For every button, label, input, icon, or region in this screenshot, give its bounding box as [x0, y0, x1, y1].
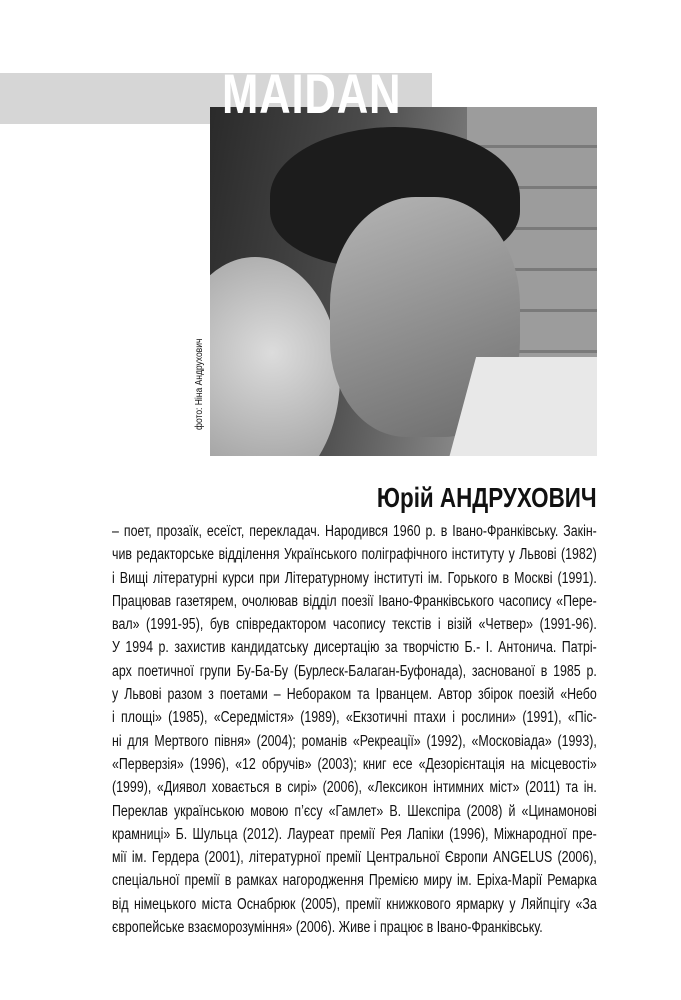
- author-photo: [210, 107, 597, 456]
- biography-text: [112, 520, 597, 939]
- text-line: спеціальної премії в рамках нагородження Премією миру ім. Еріха-Марії Ремарка: [112, 872, 597, 890]
- text-line: від німецького міста Оснабрюк (2005), премії книжкового ярмарку у Ляйпцігу «За: [112, 895, 597, 913]
- text-line: вал» (1991-95), був співредактором часопису текстів і візій «Четвер» (1991-96).: [112, 616, 597, 634]
- text-line: мії ім. Гердера (2001), літературної премії Центральної Європи ANGELUS (2006),: [112, 849, 597, 867]
- text-line: крамниці» Б. Шульца (2012). Лауреат премії Рея Лапіки (1996), Міжнародної пре-: [112, 825, 597, 843]
- text-line: і площі» (1985), «Середмістя» (1989), «Екзотичні птахи і рослини» (1991), «Піс-: [112, 709, 597, 727]
- text-line: Переклав українською мовою п’єсу «Гамлет» В. Шекспіра (2008) й «Цинамонові: [112, 802, 597, 820]
- photo-credit: фото: Ніна Андрухович: [194, 338, 205, 430]
- text-line: – поет, прозаїк, есеїст, перекладач. Народився 1960 р. в Івано-Франківську. Закін-: [112, 523, 597, 540]
- text-line: У 1994 р. захистив кандидатську дисертацію за творчістю Б.- І. Антонича. Патрі-: [112, 639, 597, 657]
- text-line: і Вищі літературні курси при Літературному інституті ім. Горького в Москві (1991).: [112, 569, 597, 587]
- masthead: MAIDAN: [222, 62, 402, 125]
- foreground-head: [210, 257, 340, 456]
- text-line: ні для Мертвого півня» (2004); романів «Рекреації» (1992), «Московіада» (1993),: [112, 732, 597, 750]
- text-line: європейське взаєморозуміння» (2006). Живе і працює в Івано-Франківську.: [112, 919, 543, 937]
- text-line: у Львові разом з поетами – Небораком та Ірванцем. Автор збірок поезій «Небо: [112, 686, 597, 704]
- text-line: Працював газетярем, очолював відділ поезії Івано-Франківського часопису «Пере-: [112, 592, 597, 610]
- text-line: (1999), «Диявол ховається в сирі» (2006), «Лексикон інтимних міст» (2011) та ін.: [112, 779, 597, 797]
- author-name: Юрій АНДРУХОВИЧ: [377, 482, 597, 513]
- text-line: чив редакторське відділення Українського поліграфічного інституту у Львові (1982): [112, 546, 597, 564]
- text-line: арх поетичної групи Бу-Ба-Бу (Бурлеск-Балаган-Буфонада), заснованої в 1985 р.: [112, 662, 597, 680]
- text-line: «Перверзія» (1996), «12 обручів» (2003); книг есе «Дезорієнтація на місцевості»: [112, 755, 597, 773]
